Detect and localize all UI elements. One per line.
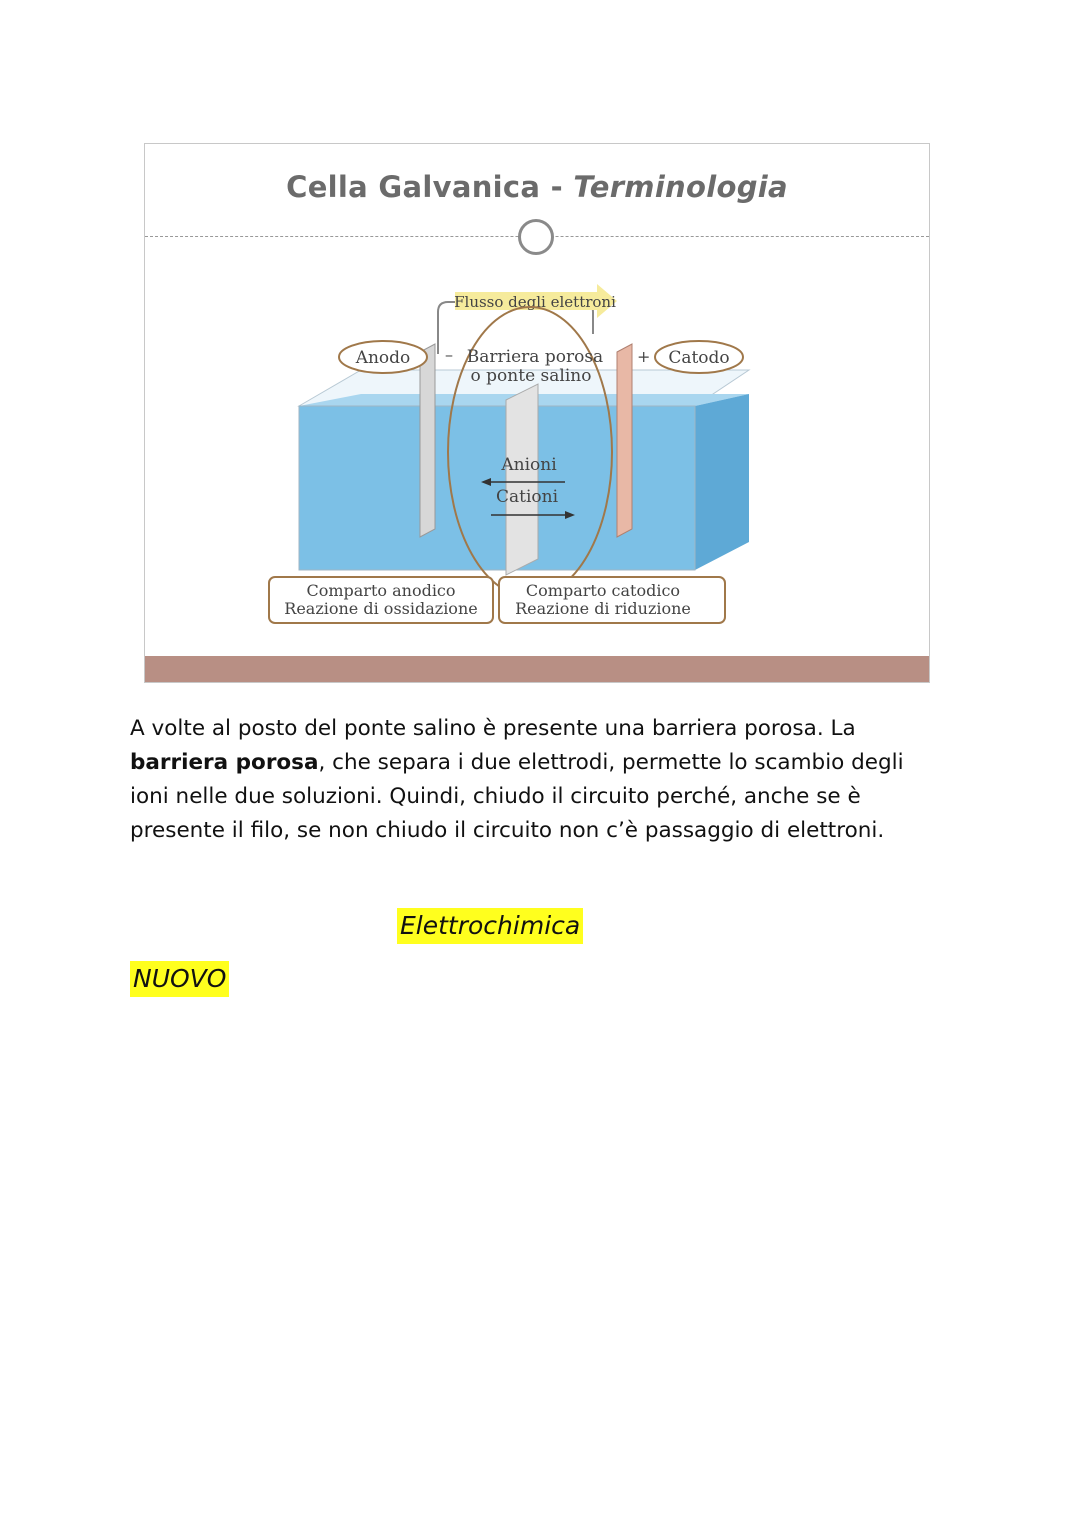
paragraph-text-2: , che separa i due elettrodi, permette lo scambio degli ioni nelle due soluzioni. Quindi, chiudo il circuito perché, anche se è presente il filo, se non chiudo il circuito non c’è passaggio di elettroni. bbox=[130, 750, 904, 843]
paragraph-text-1: A volte al posto del ponte salino è presente una barriera porosa. La bbox=[130, 716, 856, 741]
slide-title-plain: Cella Galvanica - bbox=[286, 170, 574, 204]
cathode-compartment-line1: Comparto catodico bbox=[525, 581, 681, 600]
water-side bbox=[695, 394, 749, 570]
barrier-label-line1: Barriera porosa bbox=[466, 347, 604, 367]
cations-label: Cationi bbox=[495, 487, 559, 507]
anode-minus-sign: – bbox=[445, 345, 453, 364]
galvanic-cell-diagram bbox=[265, 284, 755, 629]
cathode-compartment-line2: Reazione di riduzione bbox=[515, 599, 691, 618]
anode-electrode bbox=[420, 344, 435, 537]
porous-barrier bbox=[506, 384, 538, 575]
slide-image bbox=[144, 143, 930, 683]
cathode-electrode bbox=[617, 344, 632, 537]
highlighted-section-title: Elettrochimica bbox=[397, 908, 583, 944]
cathode-plus-sign: + bbox=[637, 347, 651, 366]
slide-footer-bar bbox=[145, 656, 929, 682]
slide-title bbox=[145, 170, 929, 204]
highlighted-nuovo-label: NUOVO bbox=[130, 961, 229, 997]
anode-compartment-line2: Reazione di ossidazione bbox=[284, 599, 478, 618]
slide-title-italic: Terminologia bbox=[573, 170, 788, 204]
anions-label: Anioni bbox=[501, 455, 557, 475]
electron-flow-label: Flusso degli elettroni bbox=[454, 293, 616, 311]
slide-ring-ornament bbox=[518, 219, 554, 255]
anode-label: Anodo bbox=[355, 348, 411, 368]
cathode-label: Catodo bbox=[668, 348, 730, 368]
anode-compartment-line1: Comparto anodico bbox=[306, 581, 456, 600]
body-paragraph bbox=[130, 712, 930, 848]
galvanic-cell-svg bbox=[265, 284, 755, 629]
paragraph-bold-term: barriera porosa bbox=[130, 750, 319, 775]
barrier-label-line2: o ponte salino bbox=[470, 366, 592, 386]
